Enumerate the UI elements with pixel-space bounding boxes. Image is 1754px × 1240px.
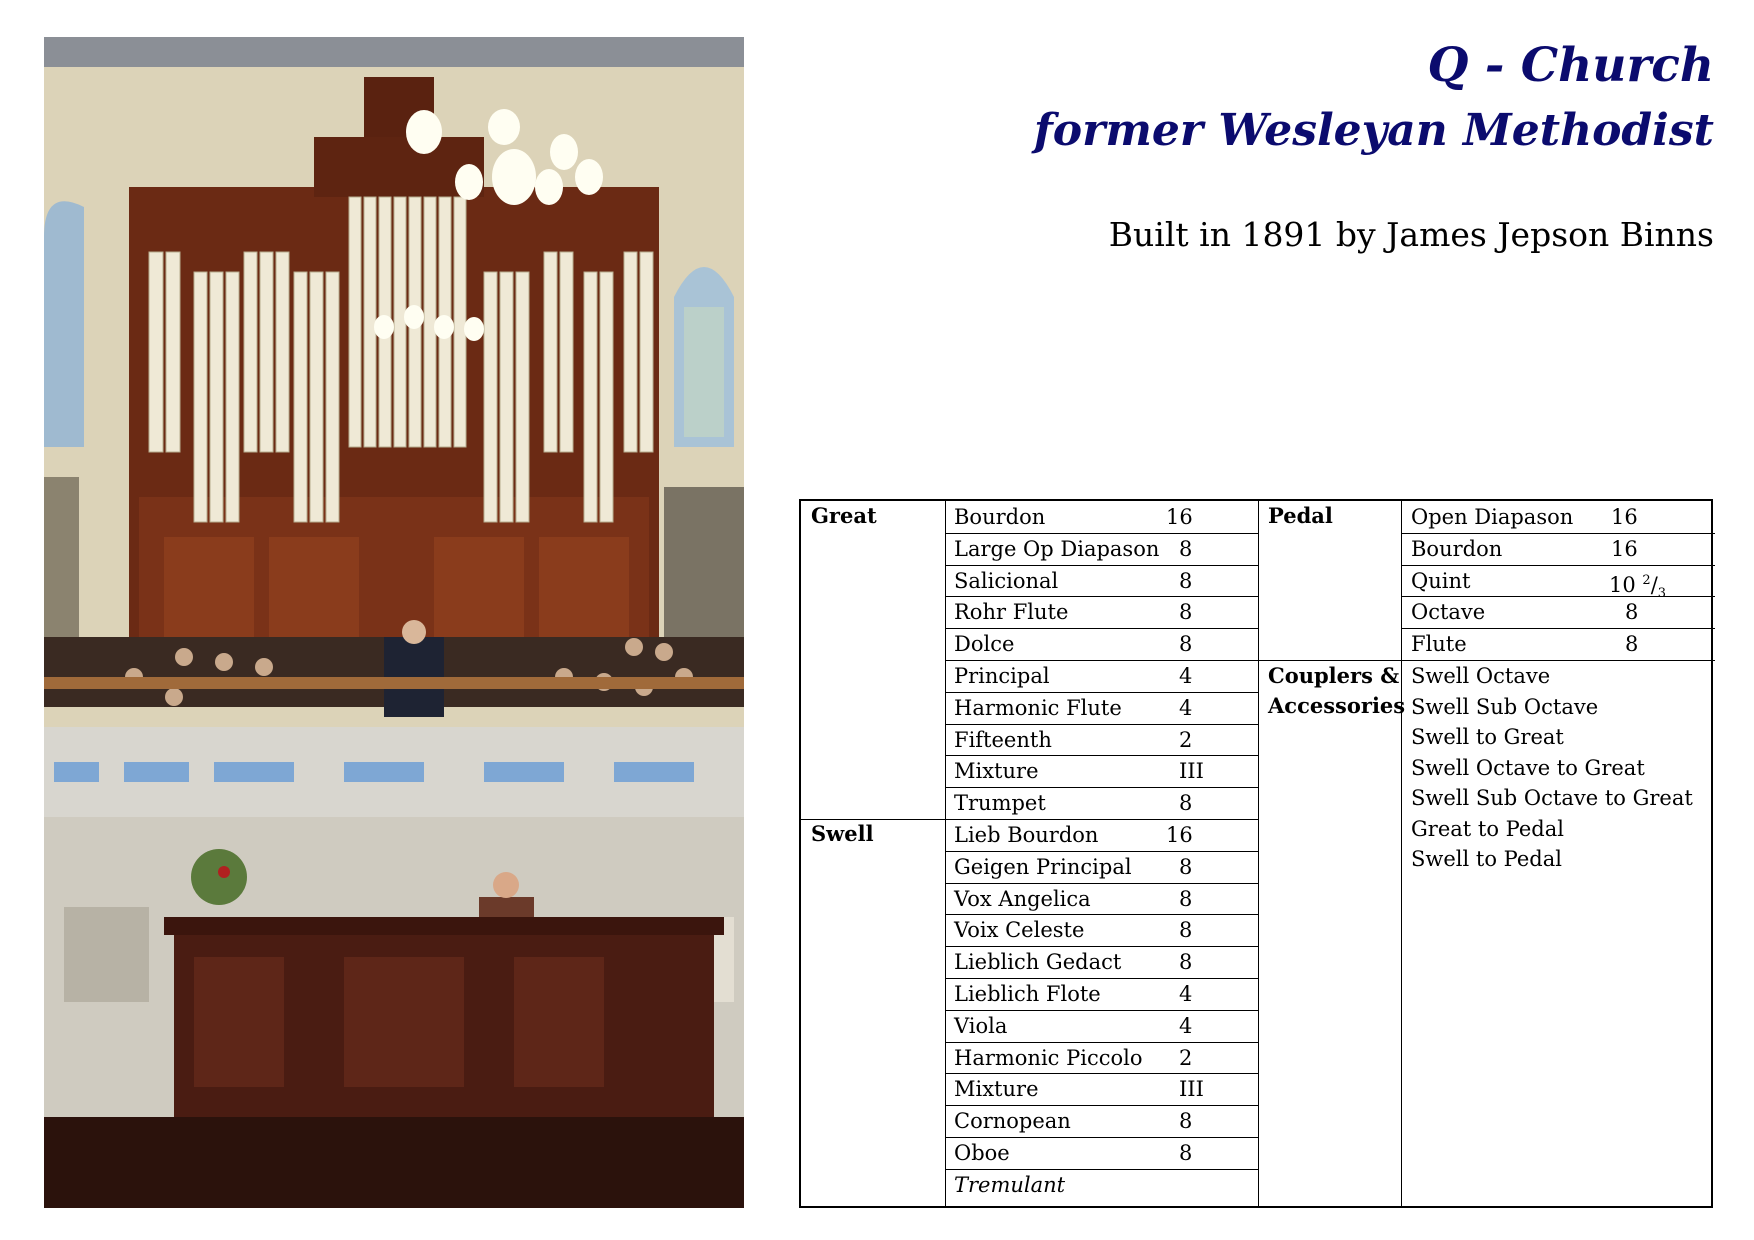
great-stop-pitch: 4 (1179, 695, 1193, 720)
great-stop-name: Trumpet (954, 791, 1046, 816)
great-stop-pitch: III (1179, 759, 1204, 784)
swell-stop-name: Viola (954, 1013, 1008, 1038)
coupler-item: Swell to Pedal (1411, 847, 1562, 871)
coupler-item: Great to Pedal (1411, 816, 1564, 841)
swell-stop-name: Oboe (954, 1141, 1010, 1165)
swell-stop-name: Harmonic Piccolo (954, 1045, 1143, 1070)
great-stop-name: Mixture (954, 759, 1039, 784)
swell-stop-name: Lieblich Gedact (954, 950, 1122, 975)
swell-stop-name: Lieb Bourdon (954, 823, 1099, 847)
coupler-item: Swell Octave (1411, 664, 1551, 688)
great-stop-name: Rohr Flute (954, 600, 1069, 625)
swell-stop-name: Vox Angelica (954, 886, 1091, 911)
pedal-stop-name: Flute (1411, 632, 1467, 657)
swell-stop-pitch: 8 (1179, 1141, 1193, 1165)
great-stop-name: Large Op Diapason (954, 536, 1160, 561)
great-stop-name: Salicional (954, 568, 1059, 593)
swell-stop-pitch: 8 (1179, 950, 1193, 975)
couplers-label-1: Couplers & (1268, 663, 1400, 688)
great-stop-pitch: 4 (1179, 664, 1193, 688)
swell-stop-pitch: 2 (1179, 1045, 1193, 1070)
pedal-stop-pitch: 8 (1625, 600, 1639, 625)
swell-stop-pitch: 8 (1179, 1109, 1193, 1134)
great-stop-name: Bourdon (954, 505, 1046, 529)
swell-stop-name: Voix Celeste (954, 918, 1085, 943)
pedal-stop-name: Bourdon (1411, 536, 1503, 561)
swell-stop-name: Cornopean (954, 1109, 1071, 1134)
swell-stop-pitch: 8 (1179, 854, 1193, 879)
great-stop-pitch: 8 (1179, 791, 1193, 816)
organ-specification-table (799, 499, 1713, 1208)
pedal-stop-name: Open Diapason (1411, 505, 1574, 529)
coupler-item: Swell Octave to Great (1411, 755, 1645, 780)
great-stop-pitch: 2 (1179, 727, 1193, 752)
organ-photo (44, 37, 744, 1208)
pedal-stop-pitch: 10 $^2/_3$ (1609, 572, 1667, 601)
great-stop-pitch: 8 (1179, 568, 1193, 593)
pedal-label: Pedal (1268, 503, 1333, 528)
great-stop-name: Principal (954, 664, 1050, 688)
coupler-item: Swell Sub Octave to Great (1411, 786, 1693, 810)
swell-stop-pitch: 8 (1179, 886, 1193, 911)
great-stop-pitch: 8 (1179, 600, 1193, 625)
great-stop-name: Dolce (954, 632, 1015, 657)
pedal-stop-pitch: 8 (1625, 632, 1639, 657)
swell-stop-pitch: III (1179, 1077, 1204, 1102)
pedal-stop-name: Octave (1411, 600, 1486, 625)
swell-label: Swell (811, 821, 874, 846)
great-stop-name: Fifteenth (954, 727, 1052, 752)
coupler-item: Swell to Great (1411, 725, 1564, 749)
swell-stop-name: Geigen Principal (954, 854, 1132, 879)
swell-stop-pitch: 4 (1179, 1013, 1193, 1038)
builder-line: Built in 1891 by James Jepson Binns (1108, 215, 1714, 254)
pedal-stop-pitch: 16 (1611, 536, 1638, 561)
great-label: Great (811, 503, 877, 528)
pedal-stop-name: Quint (1411, 568, 1471, 593)
swell-stop-pitch: 4 (1179, 982, 1193, 1006)
coupler-item: Swell Sub Octave (1411, 694, 1599, 719)
swell-stop-name: Tremulant (954, 1172, 1066, 1197)
swell-stop-name: Lieblich Flote (954, 982, 1101, 1006)
pedal-stop-pitch: 16 (1611, 505, 1638, 529)
great-stop-pitch: 8 (1179, 536, 1193, 561)
swell-stop-pitch: 16 (1166, 823, 1193, 847)
church-subtitle-title: former Wesleyan Methodist (1033, 105, 1714, 156)
great-stop-name: Harmonic Flute (954, 695, 1122, 720)
couplers-label-2: Accessories (1268, 693, 1406, 718)
swell-stop-name: Mixture (954, 1077, 1039, 1102)
great-stop-pitch: 8 (1179, 632, 1193, 657)
swell-stop-pitch: 8 (1179, 918, 1193, 943)
church-title: Q - Church (1427, 38, 1714, 93)
great-stop-pitch: 16 (1166, 505, 1193, 529)
